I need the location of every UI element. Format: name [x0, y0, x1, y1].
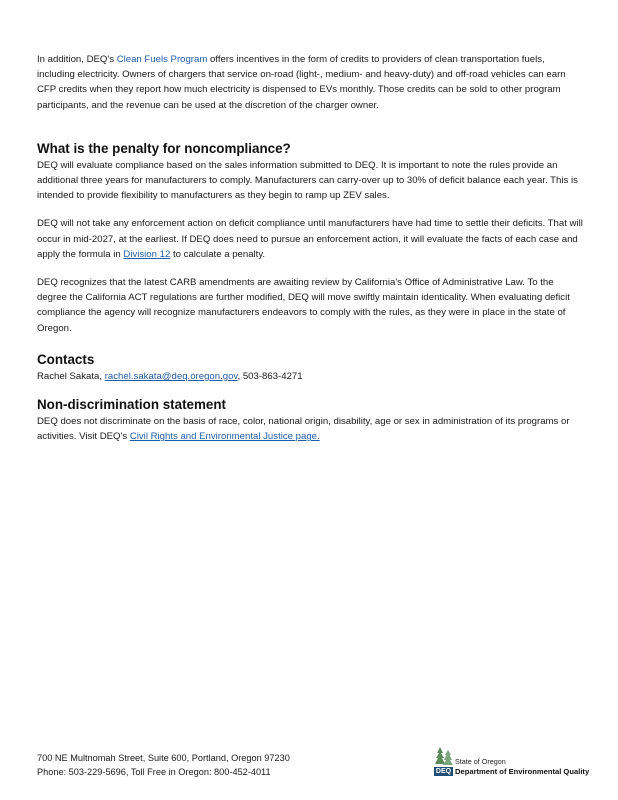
- footer-phone: Phone: 503-229-5696, Toll Free in Oregon: 800-452-4011: [37, 766, 271, 777]
- logo-deq-badge: DEQ: [435, 768, 452, 775]
- contact-email-link[interactable]: rachel.sakata@deq.oregon.gov: [104, 370, 238, 382]
- division-12-link[interactable]: Division 12: [123, 248, 171, 260]
- logo-state-text: State of Oregon: [455, 757, 506, 766]
- contacts-line: [37, 369, 583, 384]
- penalty-p2-before: DEQ will not take any enforcement action on deficit compliance until manufacturers have had time to settle their deficits. That will occur in mid-2027, at the earliest. If DEQ does need to pursue an enforcement action, it will evaluate the facts of each case and apply the formula in: [37, 218, 583, 260]
- document-body: [37, 52, 583, 444]
- footer-address: [37, 752, 357, 779]
- intro-paragraph: [37, 52, 583, 113]
- intro-text-before: In addition, DEQ's: [37, 54, 117, 65]
- nondiscrimination-heading: Non-discrimination statement: [37, 397, 226, 413]
- penalty-paragraph-3: DEQ recognizes that the latest CARB amendments are awaiting review by California's Office of Administrative Law. To the degree the California ACT regulations are further modified, DEQ will move swiftly maintain identicality. When evaluating deficit compliance the agency will recognize manufacturers endeavors to comply with the rules, as they were in place in the state of Oregon.: [37, 277, 570, 334]
- nondiscrimination-text: DEQ does not discriminate on the basis of race, color, national origin, disability, age or sex in administration of its programs or activities. Visit DEQ's: [37, 416, 570, 443]
- nondiscrimination-paragraph: [37, 414, 583, 444]
- contact-name: Rachel Sakata,: [37, 370, 105, 382]
- footer-street-address: 700 NE Multnomah Street, Suite 600, Portland, Oregon 97230: [37, 753, 290, 763]
- intro-text-after: offers incentives in the form of credits to providers of clean transportation fuels, including electricity. Owners of chargers that service on-road (light-, medium- and heavy-duty) and off-road vehicles can earn CFP credits when they report how much electricity is dispensed to EVs monthly. Those credits can be sold to other program participants, and the revenue can be used at the discretion of the charger owner.: [37, 54, 566, 111]
- contacts-heading: Contacts: [37, 351, 95, 367]
- oregon-tree-icon: [434, 745, 456, 767]
- logo-department-text: Department of Environmental Quality: [455, 767, 590, 776]
- contact-phone: , 503-863-4271: [237, 370, 303, 382]
- clean-fuels-program-link[interactable]: Clean Fuels Program: [116, 54, 208, 65]
- civil-rights-link[interactable]: Civil Rights and Environmental Justice page.: [129, 431, 320, 443]
- penalty-paragraph-2: [37, 216, 583, 262]
- penalty-paragraph-1: DEQ will evaluate compliance based on the sales information submitted to DEQ. It is important to note the rules provide an additional three years for manufacturers to comply. Manufacturers can carry-over up to 30% of deficit balance each year. This is intended to provide flexibility to manufacturers as they begin to ramp up ZEV sales.: [37, 159, 578, 202]
- deq-logo: [434, 745, 590, 779]
- penalty-p2-after: to calculate a penalty.: [170, 248, 266, 260]
- penalty-heading: What is the penalty for noncompliance?: [37, 140, 291, 156]
